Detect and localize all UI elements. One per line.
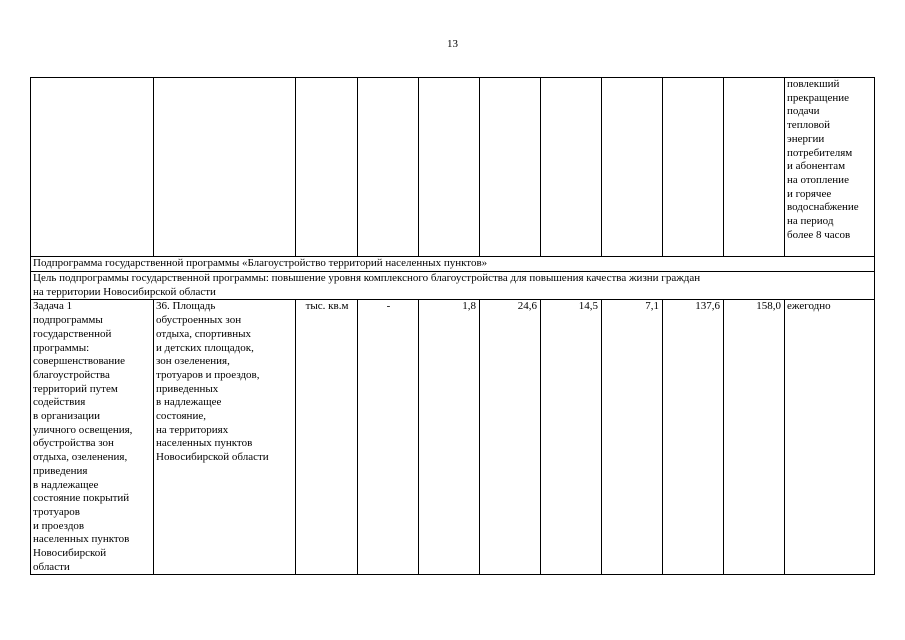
subprogram-goal: Цель подпрограммы государственной программы: повышение уровня комплексного благоустройства для повышения качества жизни граждан на территории Новосибирской области [31, 272, 875, 300]
unit-cell: тыс. кв.м [296, 300, 358, 575]
cell-continuation-text: повлекший прекращение подачи тепловой энергии потребителям и абонентам на отопление и горячее водоснабжение на период более 8 часов [785, 78, 875, 257]
value-cell-1: - [358, 300, 419, 575]
periodicity-cell: ежегодно [785, 300, 875, 575]
table-row-subprogram [31, 257, 875, 272]
cell-empty [296, 78, 358, 257]
cell-empty [31, 78, 154, 257]
cell-empty [663, 78, 724, 257]
cell-empty [419, 78, 480, 257]
cell-empty [602, 78, 663, 257]
value-cell-2: 1,8 [419, 300, 480, 575]
cell-empty [154, 78, 296, 257]
page-number: 13 [447, 38, 458, 50]
task-cell: Задача 1 подпрограммы государственной программы: совершенствование благоустройства территорий путем содействия в организации уличного освещения, обустройства зон отдыха, озеленения, приведения в надлежащее состояние покрытий тротуаров и проездов населенных пунктов Новосибирской области [31, 300, 154, 575]
cell-empty [480, 78, 541, 257]
value-cell-4: 14,5 [541, 300, 602, 575]
table-row-goal [31, 272, 875, 300]
indicator-cell: 36. Площадь обустроенных зон отдыха, спортивных и детских площадок, зон озеленения, тротуаров и проездов, приведенных в надлежащее состояние, на территориях населенных пунктов Новосибирской области [154, 300, 296, 575]
value-cell-3: 24,6 [480, 300, 541, 575]
indicators-table [30, 77, 875, 575]
table-row-continuation [31, 78, 875, 257]
cell-empty [541, 78, 602, 257]
table-row-task [31, 300, 875, 575]
cell-empty [358, 78, 419, 257]
value-cell-5: 7,1 [602, 300, 663, 575]
value-cell-6: 137,6 [663, 300, 724, 575]
value-cell-7: 158,0 [724, 300, 785, 575]
cell-empty [724, 78, 785, 257]
subprogram-title: Подпрограмма государственной программы «Благоустройство территорий населенных пунктов» [31, 257, 875, 272]
